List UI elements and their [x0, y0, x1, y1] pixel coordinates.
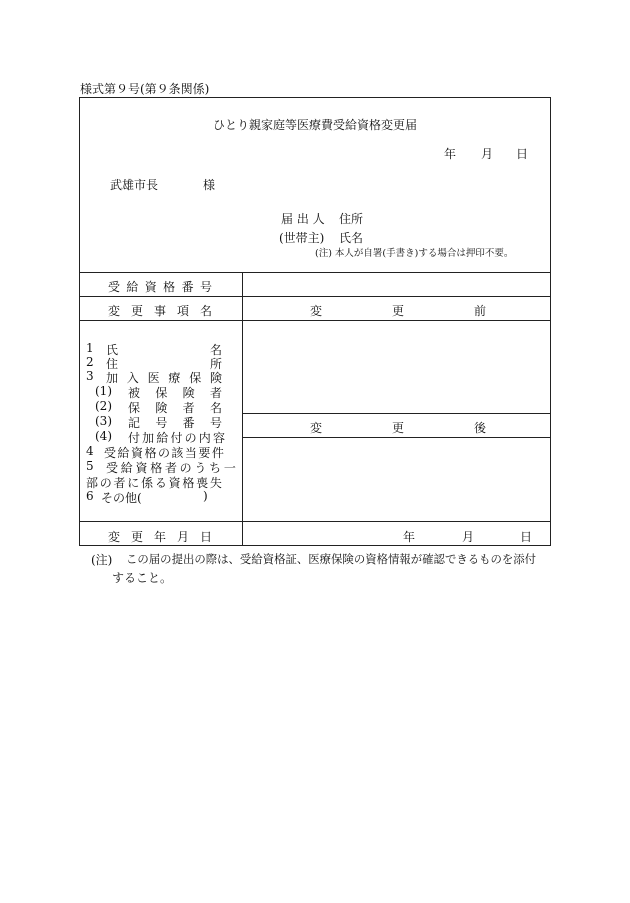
after-content-field[interactable]: [243, 438, 550, 520]
list-item-num: 5: [86, 459, 94, 473]
change-date-year: 年: [403, 530, 416, 544]
applicant-address-label: 住所: [339, 212, 364, 226]
addressee-honorific: 様: [203, 178, 216, 192]
footnote-line2: すること。: [112, 571, 173, 585]
list-item-num: 2: [86, 355, 94, 369]
list-item-other: その他(: [101, 491, 142, 505]
list-item-num: 6: [86, 489, 94, 503]
cert-number-field[interactable]: [243, 273, 550, 296]
cert-number-label: 受 給 資 格 番 号: [108, 280, 212, 294]
signature-note: (注) 本人が自署(手書き)する場合は押印不要。: [315, 248, 514, 259]
list-item: 被 保 険 者: [128, 386, 222, 400]
list-item: 保 険 者 名: [128, 401, 222, 415]
form-number: 様式第９号(第９条関係): [80, 82, 210, 96]
list-item-num: (4): [95, 429, 112, 443]
change-date-label: 変 更 年 月 日: [108, 530, 212, 544]
row-line: [242, 413, 551, 414]
date-day-label: 日: [516, 147, 529, 161]
list-item-num: 4: [86, 444, 94, 458]
date-month-label: 月: [481, 147, 494, 161]
list-item: 氏 名: [106, 343, 222, 357]
applicant-name-label: 氏名: [339, 231, 364, 245]
change-items-label: 変 更 事 項 名: [108, 304, 212, 318]
list-item-num: 3: [86, 369, 94, 383]
applicant-label: 届 出 人: [281, 212, 325, 226]
change-date-day: 日: [520, 530, 533, 544]
after-label: 変 更 後: [310, 421, 486, 435]
list-item-num: (1): [95, 384, 112, 398]
date-year-label: 年: [444, 147, 457, 161]
list-item-num: (2): [95, 399, 112, 413]
householder-label: (世帯主): [279, 231, 325, 245]
list-item-num: 1: [86, 341, 94, 355]
footnote-line1: この届の提出の際は、受給資格証、医療保険の資格情報が確認できるものを添付: [126, 552, 537, 566]
list-item: 付 加 給 付 の 内 容: [128, 431, 225, 445]
form-title: ひとり親家庭等医療費受給資格変更届: [212, 118, 417, 132]
list-item: 住 所: [106, 357, 222, 371]
addressee-name: 武雄市長: [110, 178, 159, 192]
before-label: 変 更 前: [310, 304, 486, 318]
list-item-num: (3): [95, 414, 112, 428]
list-item: 加 入 医 療 保 険: [106, 371, 222, 385]
row-line: [79, 296, 551, 297]
list-item: 記 号 番 号: [128, 416, 222, 430]
change-date-month: 月: [462, 530, 475, 544]
list-item-other-close: ): [203, 489, 208, 503]
list-item: 受 給 資 格 の 該 当 要 件: [104, 446, 224, 460]
list-item: 部 の 者 に 係 る 資 格 喪 失: [86, 476, 222, 490]
before-content-field[interactable]: [243, 321, 550, 412]
footnote-label: (注): [91, 553, 113, 567]
list-item: 受 給 資 格 者 の う ち 一: [106, 461, 236, 475]
change-date-field[interactable]: [243, 522, 550, 545]
